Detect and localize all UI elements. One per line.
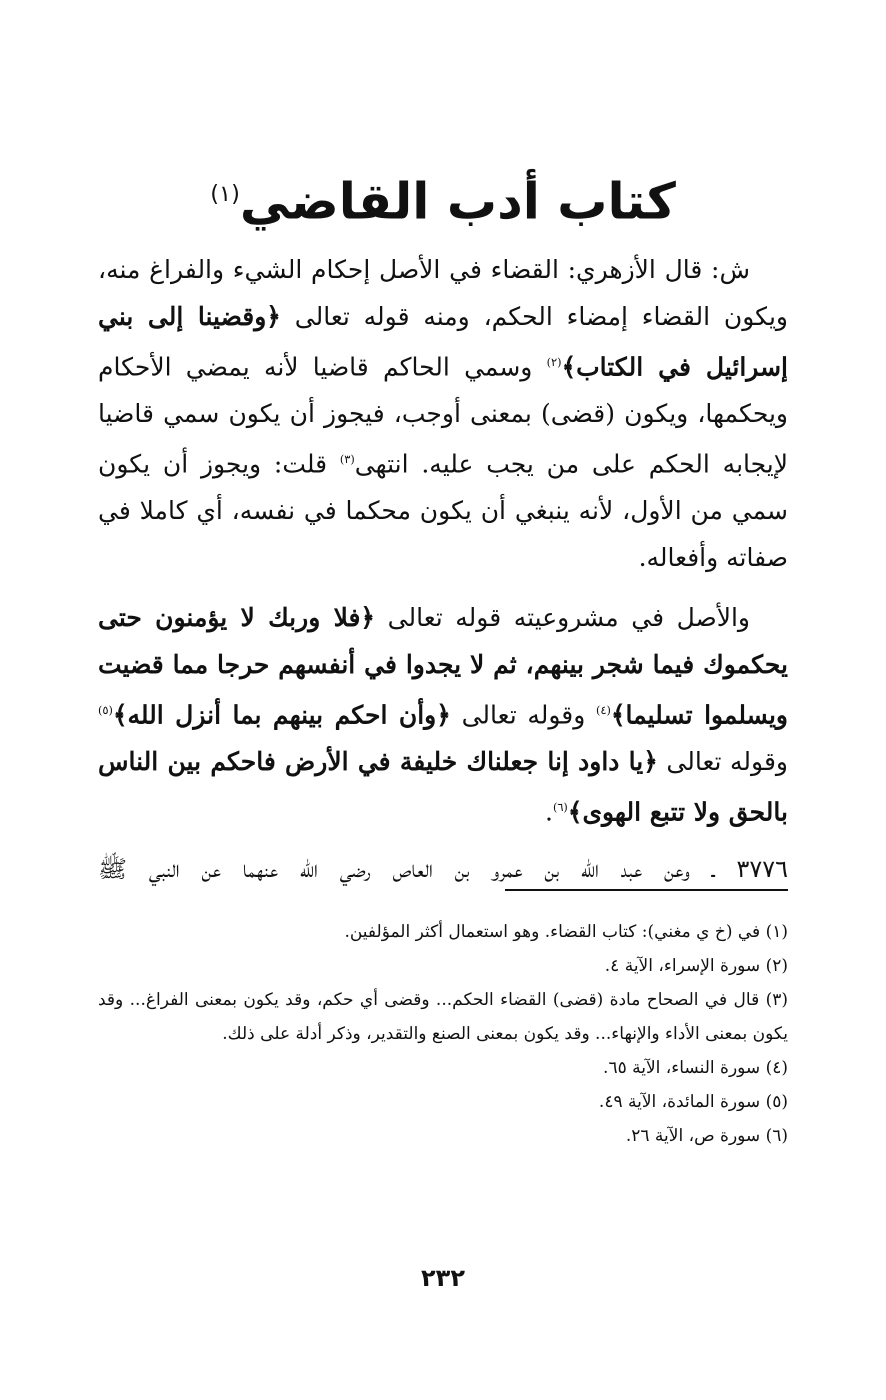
- footnote-2: (٢) سورة الإسراء، الآية ٤.: [604, 956, 788, 976]
- hadith-text: ٣٧٧٦ ـ وعن عبد الله بن عمرو بن العاص رضي الله عنهما عن النبي ﷺ: [98, 855, 788, 883]
- paragraph-text: والأصل في مشروعيته قوله تعالى: [375, 603, 751, 632]
- footnote-4: (٤) سورة النساء، الآية ٦٥.: [603, 1058, 788, 1078]
- footnote-5: (٥) سورة المائدة، الآية ٤٩.: [598, 1092, 788, 1112]
- footnote-ref-1: (١): [210, 180, 240, 207]
- paragraph-legitimacy: [98, 595, 788, 836]
- footnotes: [98, 915, 788, 1153]
- footnote-1: (١) في (خ ي مغني): كتاب القضاء. وهو استعمال أكثر المؤلفين.: [344, 922, 788, 942]
- paragraph-text: قلت: ويجوز أن يكون سمي من الأول، لأنه ينبغي أن يكون محكما في نفسه، أي كاملا في صفاته وأفعاله.: [98, 449, 788, 572]
- footnote-ref-3: (٣): [339, 453, 355, 467]
- footnote-3: (٣) قال في الصحاح مادة (قضى) القضاء الحكم... وقضى أي حكم، وقد يكون بمعنى الفراغ... وقد يكون بمعنى الأداء والإنهاء... وقد يكون بمعنى الصنع والتقدير، وذكر أدلة على ذلك.: [98, 990, 788, 1044]
- chapter-title-text: كتاب أدب القاضي: [239, 172, 676, 231]
- paragraph-text: ش: قال الأزهري: القضاء في الأصل إحكام الشيء والفراغ منه، ويكون القضاء إمضاء الحكم، ومنه قوله تعالى: [98, 255, 788, 331]
- paragraph-text: وقوله تعالى: [450, 700, 596, 730]
- paragraph-definition: [98, 247, 788, 581]
- footnote-ref-6: (٦): [552, 801, 568, 815]
- book-page: [98, 0, 788, 1400]
- chapter-title: [98, 162, 788, 234]
- quran-quote: ﴿وقضينا إلى بني إسرائيل في الكتاب﴾: [98, 301, 788, 382]
- hadith-paragraph: [98, 846, 788, 893]
- quran-quote: ﴿فلا وربك لا يؤمنون حتى يحكموك فيما شجر بينهم، ثم لا يجدوا في أنفسهم حرجا مما قضيت ويسلموا تسليما﴾: [98, 603, 788, 730]
- quran-quote: ﴿يا داود إنا جعلناك خليفة في الأرض فاحكم بين الناس بالحق ولا تتبع الهوى﴾: [98, 746, 788, 827]
- footnote-ref-2: (٢): [546, 356, 562, 369]
- page-number: ٢٣٢: [421, 1264, 465, 1292]
- footnote-divider: [505, 889, 788, 891]
- paragraph-text: .: [545, 797, 553, 827]
- quran-quote: ﴿وأن احكم بينهم بما أنزل الله﴾: [112, 700, 451, 730]
- footnote-6: (٦) سورة ص، الآية ٢٦.: [625, 1126, 788, 1146]
- paragraph-text: وسمي الحاكم قاضيا لأنه يمضي الأحكام ويحكمها، ويكون (قضى) بمعنى أوجب، فيجوز أن يكون سمي قاضيا لإيجابه الحكم على من يجب عليه. انتهى: [98, 352, 788, 479]
- footnote-ref-4: (٤): [596, 704, 611, 717]
- paragraph-text: وقوله تعالى: [657, 746, 788, 776]
- footnote-ref-5: (٥): [98, 704, 113, 717]
